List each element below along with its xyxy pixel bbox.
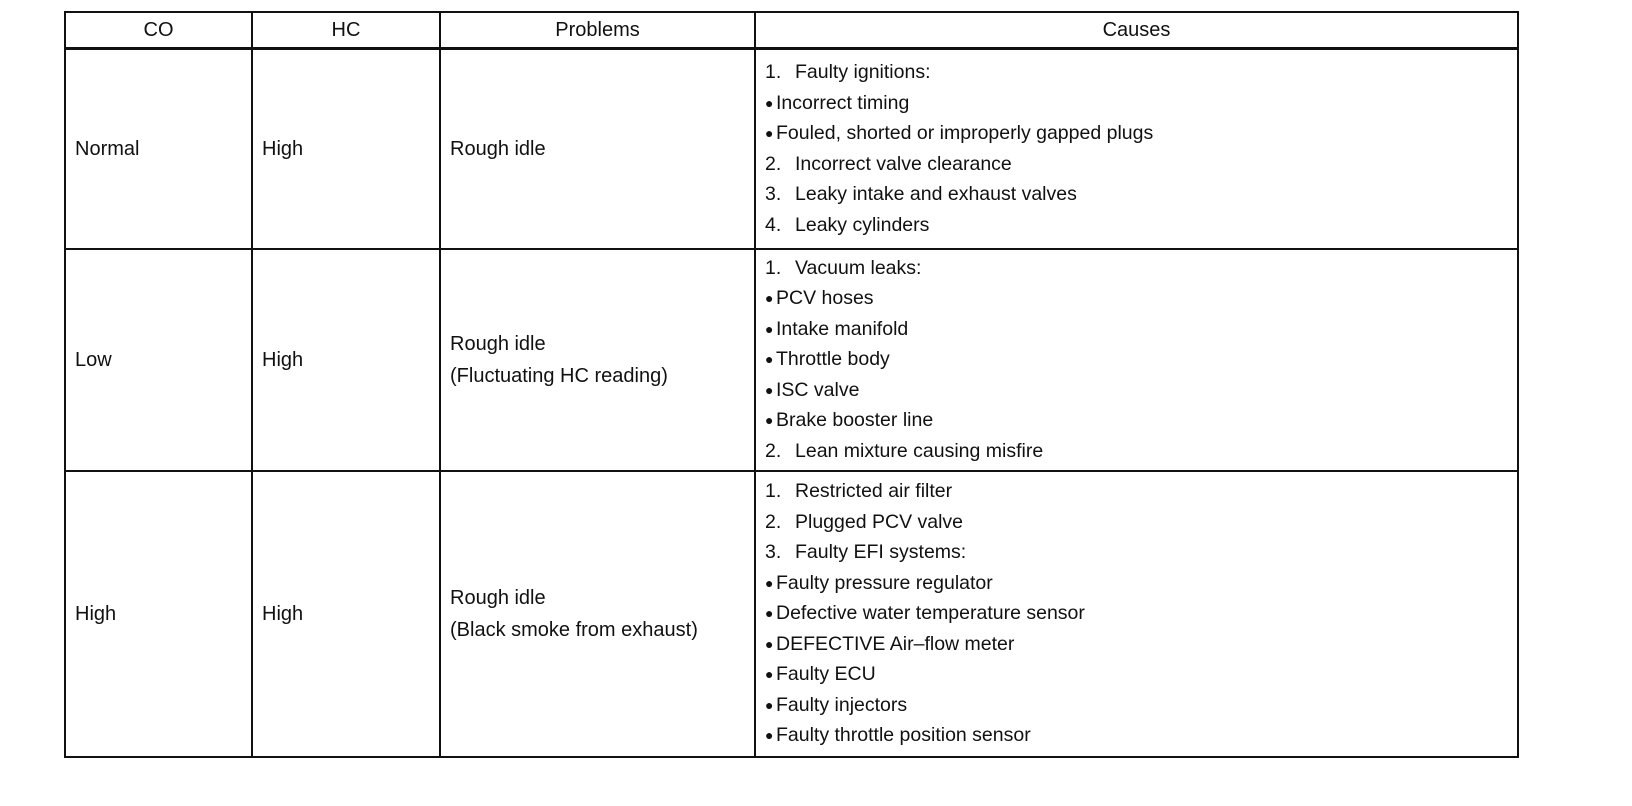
table-row <box>65 471 1518 757</box>
cause-text: Lean mixture causing misfire <box>795 439 1044 462</box>
cause-text: Throttle body <box>776 348 890 371</box>
table-header <box>65 12 1518 49</box>
numbered-cause <box>765 57 1517 88</box>
causes-cell <box>755 249 1518 471</box>
numbered-cause <box>765 253 1517 284</box>
bullet-icon: ● <box>765 412 774 429</box>
problem-line: (Black smoke from exhaust) <box>450 618 698 641</box>
cause-text: Leaky intake and exhaust valves <box>795 183 1077 206</box>
cause-text: Incorrect valve clearance <box>795 152 1012 175</box>
cause-number: 1. <box>765 256 782 279</box>
bulleted-cause <box>765 690 1517 721</box>
cause-text: Restricted air filter <box>795 480 953 503</box>
cause-number: 1. <box>765 61 782 84</box>
cause-number: 1. <box>765 480 782 503</box>
co-cell: Normal <box>65 49 252 249</box>
cause-text: DEFECTIVE Air–flow meter <box>776 632 1015 655</box>
cause-number: 2. <box>765 510 782 533</box>
problems-cell <box>440 471 755 757</box>
bullet-icon: ● <box>765 605 774 622</box>
problems-cell <box>440 49 755 249</box>
causes-cell <box>755 49 1518 249</box>
diagnosis-table <box>64 11 1519 758</box>
table-row <box>65 49 1518 249</box>
bullet-icon: ● <box>765 320 774 337</box>
bulleted-cause <box>765 568 1517 599</box>
numbered-cause <box>765 476 1517 507</box>
cause-text: Faulty injectors <box>776 693 908 716</box>
hc-cell: High <box>252 471 440 757</box>
bullet-icon: ● <box>765 381 774 398</box>
hc-cell: High <box>252 49 440 249</box>
bulleted-cause <box>765 629 1517 660</box>
cause-text: Brake booster line <box>776 409 934 432</box>
numbered-cause <box>765 507 1517 538</box>
bulleted-cause <box>765 88 1517 119</box>
causes-cell <box>755 471 1518 757</box>
cause-number: 3. <box>765 541 782 564</box>
bulleted-cause <box>765 314 1517 345</box>
table-body <box>65 49 1518 757</box>
co-cell: High <box>65 471 252 757</box>
cause-text: Fouled, shorted or improperly gapped plugs <box>776 122 1154 145</box>
problem-line: Rough idle <box>450 586 546 609</box>
bullet-icon: ● <box>765 351 774 368</box>
cause-text: Faulty throttle position sensor <box>776 724 1031 747</box>
bullet-icon: ● <box>765 290 774 307</box>
bulleted-cause <box>765 659 1517 690</box>
cause-text: Vacuum leaks: <box>795 256 922 279</box>
bullet-icon: ● <box>765 125 774 142</box>
cause-text: ISC valve <box>776 378 860 401</box>
bullet-icon: ● <box>765 94 774 111</box>
cause-number: 2. <box>765 439 782 462</box>
hc-cell: High <box>252 249 440 471</box>
bullet-icon: ● <box>765 635 774 652</box>
bulleted-cause <box>765 405 1517 436</box>
bulleted-cause <box>765 344 1517 375</box>
header-row <box>65 12 1518 49</box>
cause-text: Defective water temperature sensor <box>776 602 1085 625</box>
bullet-icon: ● <box>765 727 774 744</box>
bulleted-cause <box>765 375 1517 406</box>
cause-text: Intake manifold <box>776 317 909 340</box>
numbered-cause <box>765 149 1517 180</box>
bulleted-cause <box>765 118 1517 149</box>
problem-line: Rough idle <box>450 137 546 160</box>
header-hc: HC <box>252 12 440 49</box>
numbered-cause <box>765 537 1517 568</box>
header-causes: Causes <box>755 12 1518 49</box>
cause-text: Faulty ECU <box>776 663 876 686</box>
numbered-cause <box>765 436 1517 467</box>
numbered-cause <box>765 179 1517 210</box>
header-co: CO <box>65 12 252 49</box>
cause-text: Faulty EFI systems: <box>795 541 967 564</box>
problems-cell <box>440 249 755 471</box>
cause-text: Faulty pressure regulator <box>776 571 993 594</box>
numbered-cause <box>765 210 1517 241</box>
cause-text: Leaky cylinders <box>795 213 930 236</box>
cause-number: 2. <box>765 152 782 175</box>
bullet-icon: ● <box>765 666 774 683</box>
header-problems: Problems <box>440 12 755 49</box>
problem-line: Rough idle <box>450 332 546 355</box>
bullet-icon: ● <box>765 574 774 591</box>
table-row <box>65 249 1518 471</box>
co-cell: Low <box>65 249 252 471</box>
bulleted-cause <box>765 720 1517 751</box>
cause-text: Faulty ignitions: <box>795 61 931 84</box>
cause-text: Incorrect timing <box>776 91 910 114</box>
cause-number: 3. <box>765 183 782 206</box>
bulleted-cause <box>765 283 1517 314</box>
problem-line: (Fluctuating HC reading) <box>450 364 668 387</box>
cause-number: 4. <box>765 213 782 236</box>
bulleted-cause <box>765 598 1517 629</box>
bullet-icon: ● <box>765 696 774 713</box>
cause-text: Plugged PCV valve <box>795 510 964 533</box>
cause-text: PCV hoses <box>776 287 874 310</box>
